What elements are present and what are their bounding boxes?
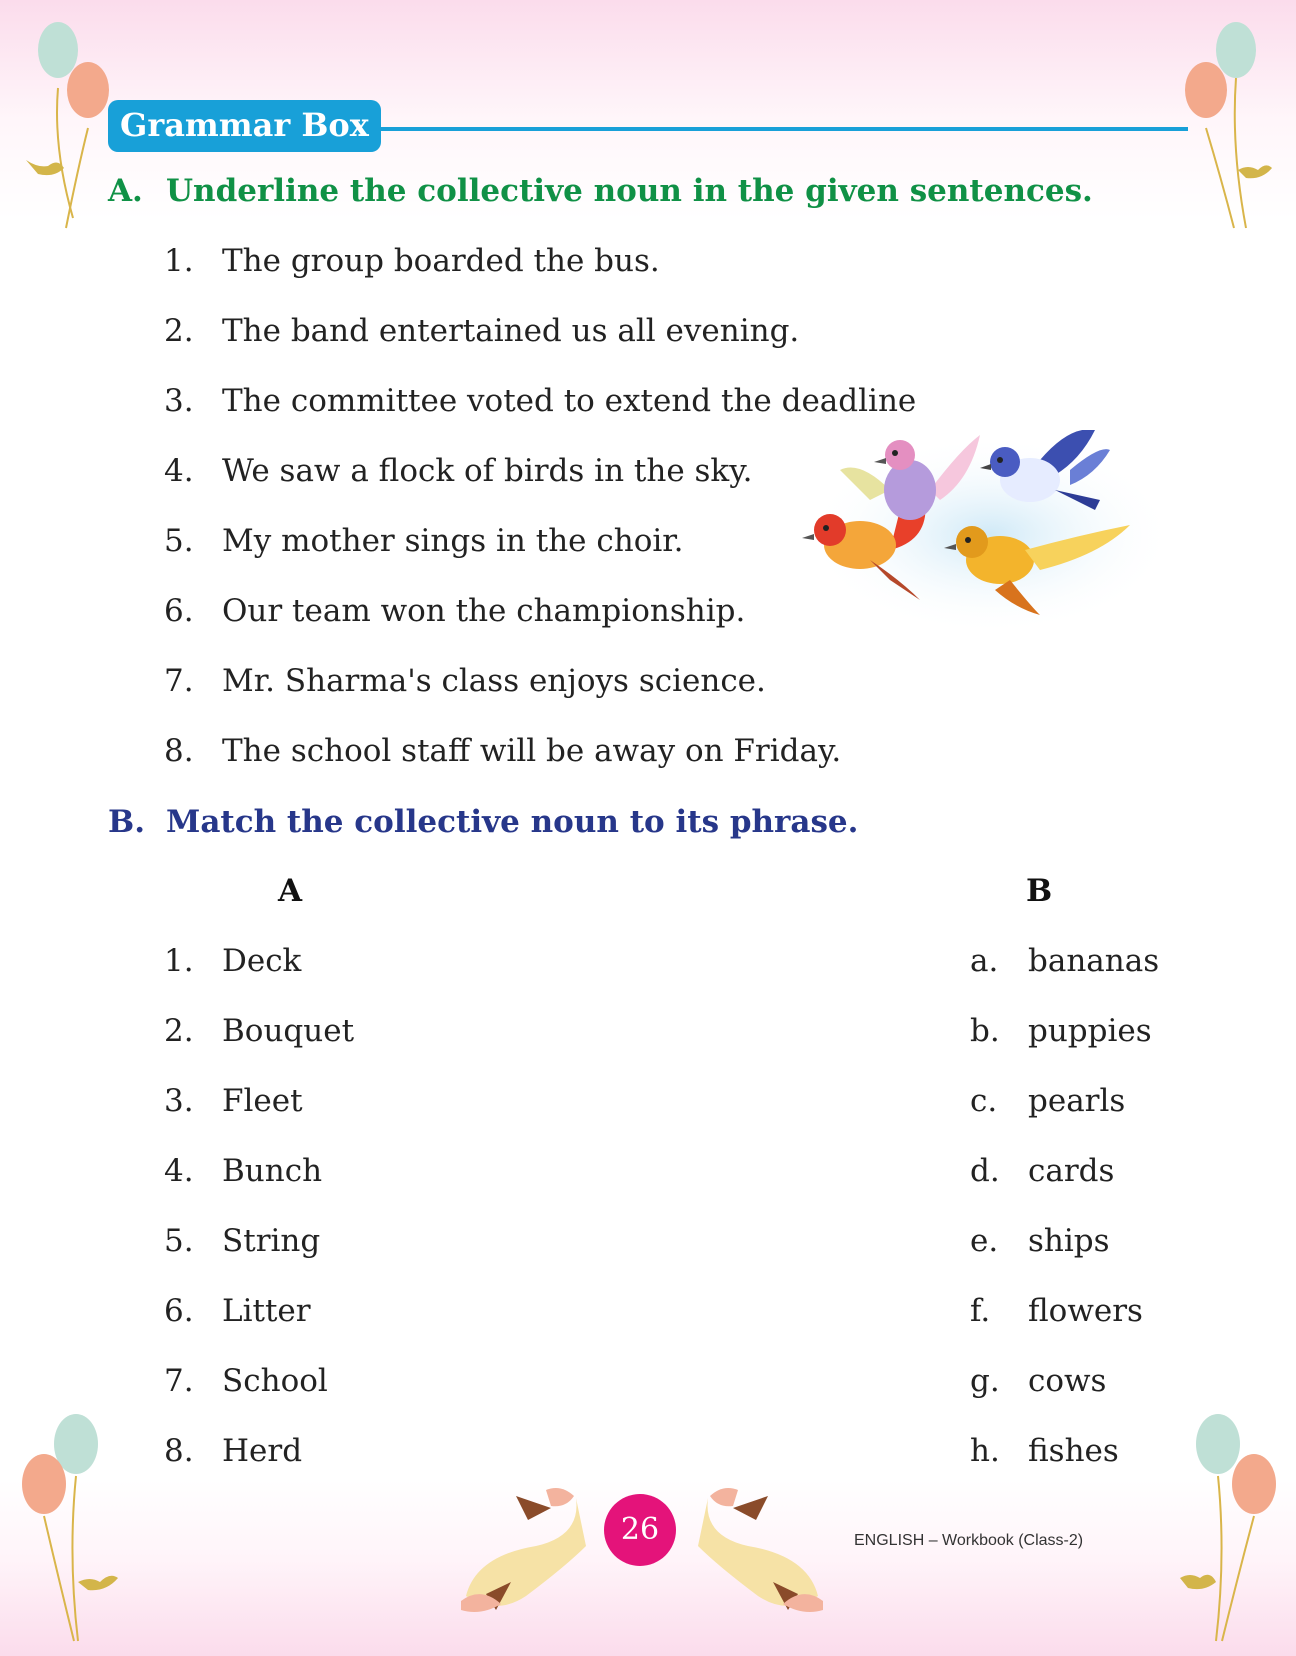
phrase-text: fishes [1028,1433,1119,1469]
sentence-text: The committee voted to extend the deadline [222,383,917,419]
sentence-text: The band entertained us all evening. [222,313,800,349]
sentence-text: The group boarded the bus. [222,243,660,279]
list-item [970,1223,1110,1259]
item-letter: g. [970,1363,1000,1399]
header-rule [370,127,1188,131]
sentence-text: Mr. Sharma's class enjoys science. [222,663,766,699]
sentence-text: We saw a flock of birds in the sky. [222,453,753,489]
phrase-text: puppies [1028,1013,1152,1049]
phrase-text: bananas [1028,943,1160,979]
noun-text: Herd [222,1433,303,1469]
grammar-box-tab: Grammar Box [108,100,381,152]
item-letter: d. [970,1153,1000,1189]
list-item [164,663,766,699]
list-item [164,1363,328,1399]
list-item [164,943,301,979]
section-b-heading [108,804,858,840]
item-number: 7. [164,1363,194,1399]
column-a-header: A [278,873,303,909]
phrase-text: flowers [1028,1293,1143,1329]
sentence-text: The school staff will be away on Friday. [222,733,842,769]
noun-text: Fleet [222,1083,303,1119]
item-number: 3. [164,1083,194,1119]
item-letter: c. [970,1083,998,1119]
list-item [164,523,684,559]
item-number: 4. [164,453,194,489]
list-item [164,1153,322,1189]
item-letter: h. [970,1433,1000,1469]
item-number: 2. [164,313,194,349]
list-item [164,383,916,419]
item-number: 1. [164,943,194,979]
section-b-letter: B. [108,804,145,840]
list-item [164,1433,302,1469]
item-letter: b. [970,1013,1000,1049]
page-number-badge: 26 [604,1494,676,1566]
flock-of-birds-illustration [800,430,1180,640]
list-item [164,1223,320,1259]
section-b-instruction: Match the collective noun to its phrase. [166,804,859,840]
list-item [164,1293,311,1329]
item-number: 8. [164,1433,194,1469]
balloons-bottom-left-illustration [18,1406,128,1646]
list-item [164,593,745,629]
list-item [164,1013,354,1049]
list-item [164,733,841,769]
list-item [164,313,799,349]
item-letter: a. [970,943,999,979]
item-number: 5. [164,1223,194,1259]
noun-text: Bouquet [222,1013,355,1049]
item-letter: f. [970,1293,991,1329]
list-item [970,1013,1152,1049]
item-number: 6. [164,593,194,629]
item-number: 8. [164,733,194,769]
item-number: 2. [164,1013,194,1049]
section-a-letter: A. [108,173,143,209]
footer-ribbon-left-illustration [456,1486,586,1618]
item-letter: e. [970,1223,999,1259]
list-item [970,1293,1143,1329]
item-number: 7. [164,663,194,699]
list-item [164,1083,303,1119]
list-item [970,943,1159,979]
item-number: 5. [164,523,194,559]
book-title-footer: ENGLISH – Workbook (Class-2) [854,1532,1084,1549]
section-a-instruction: Underline the collective noun in the given sentences. [166,173,1093,209]
footer-ribbon-right-illustration [698,1486,828,1618]
column-b-header: B [1026,873,1053,909]
item-number: 1. [164,243,194,279]
noun-text: Deck [222,943,302,979]
noun-text: School [222,1363,328,1399]
sentence-text: My mother sings in the choir. [222,523,684,559]
list-item [970,1153,1114,1189]
item-number: 6. [164,1293,194,1329]
list-item [164,453,752,489]
item-number: 4. [164,1153,194,1189]
phrase-text: ships [1028,1223,1110,1259]
section-a-heading [108,173,1093,209]
balloons-bottom-right-illustration [1176,1406,1286,1646]
phrase-text: cows [1028,1363,1107,1399]
phrase-text: pearls [1028,1083,1126,1119]
list-item [970,1433,1119,1469]
noun-text: Litter [222,1293,311,1329]
phrase-text: cards [1028,1153,1115,1189]
list-item [970,1083,1125,1119]
item-number: 3. [164,383,194,419]
noun-text: String [222,1223,321,1259]
list-item [164,243,660,279]
list-item [970,1363,1106,1399]
sentence-text: Our team won the championship. [222,593,746,629]
noun-text: Bunch [222,1153,323,1189]
balloons-top-right-illustration [1176,18,1286,238]
